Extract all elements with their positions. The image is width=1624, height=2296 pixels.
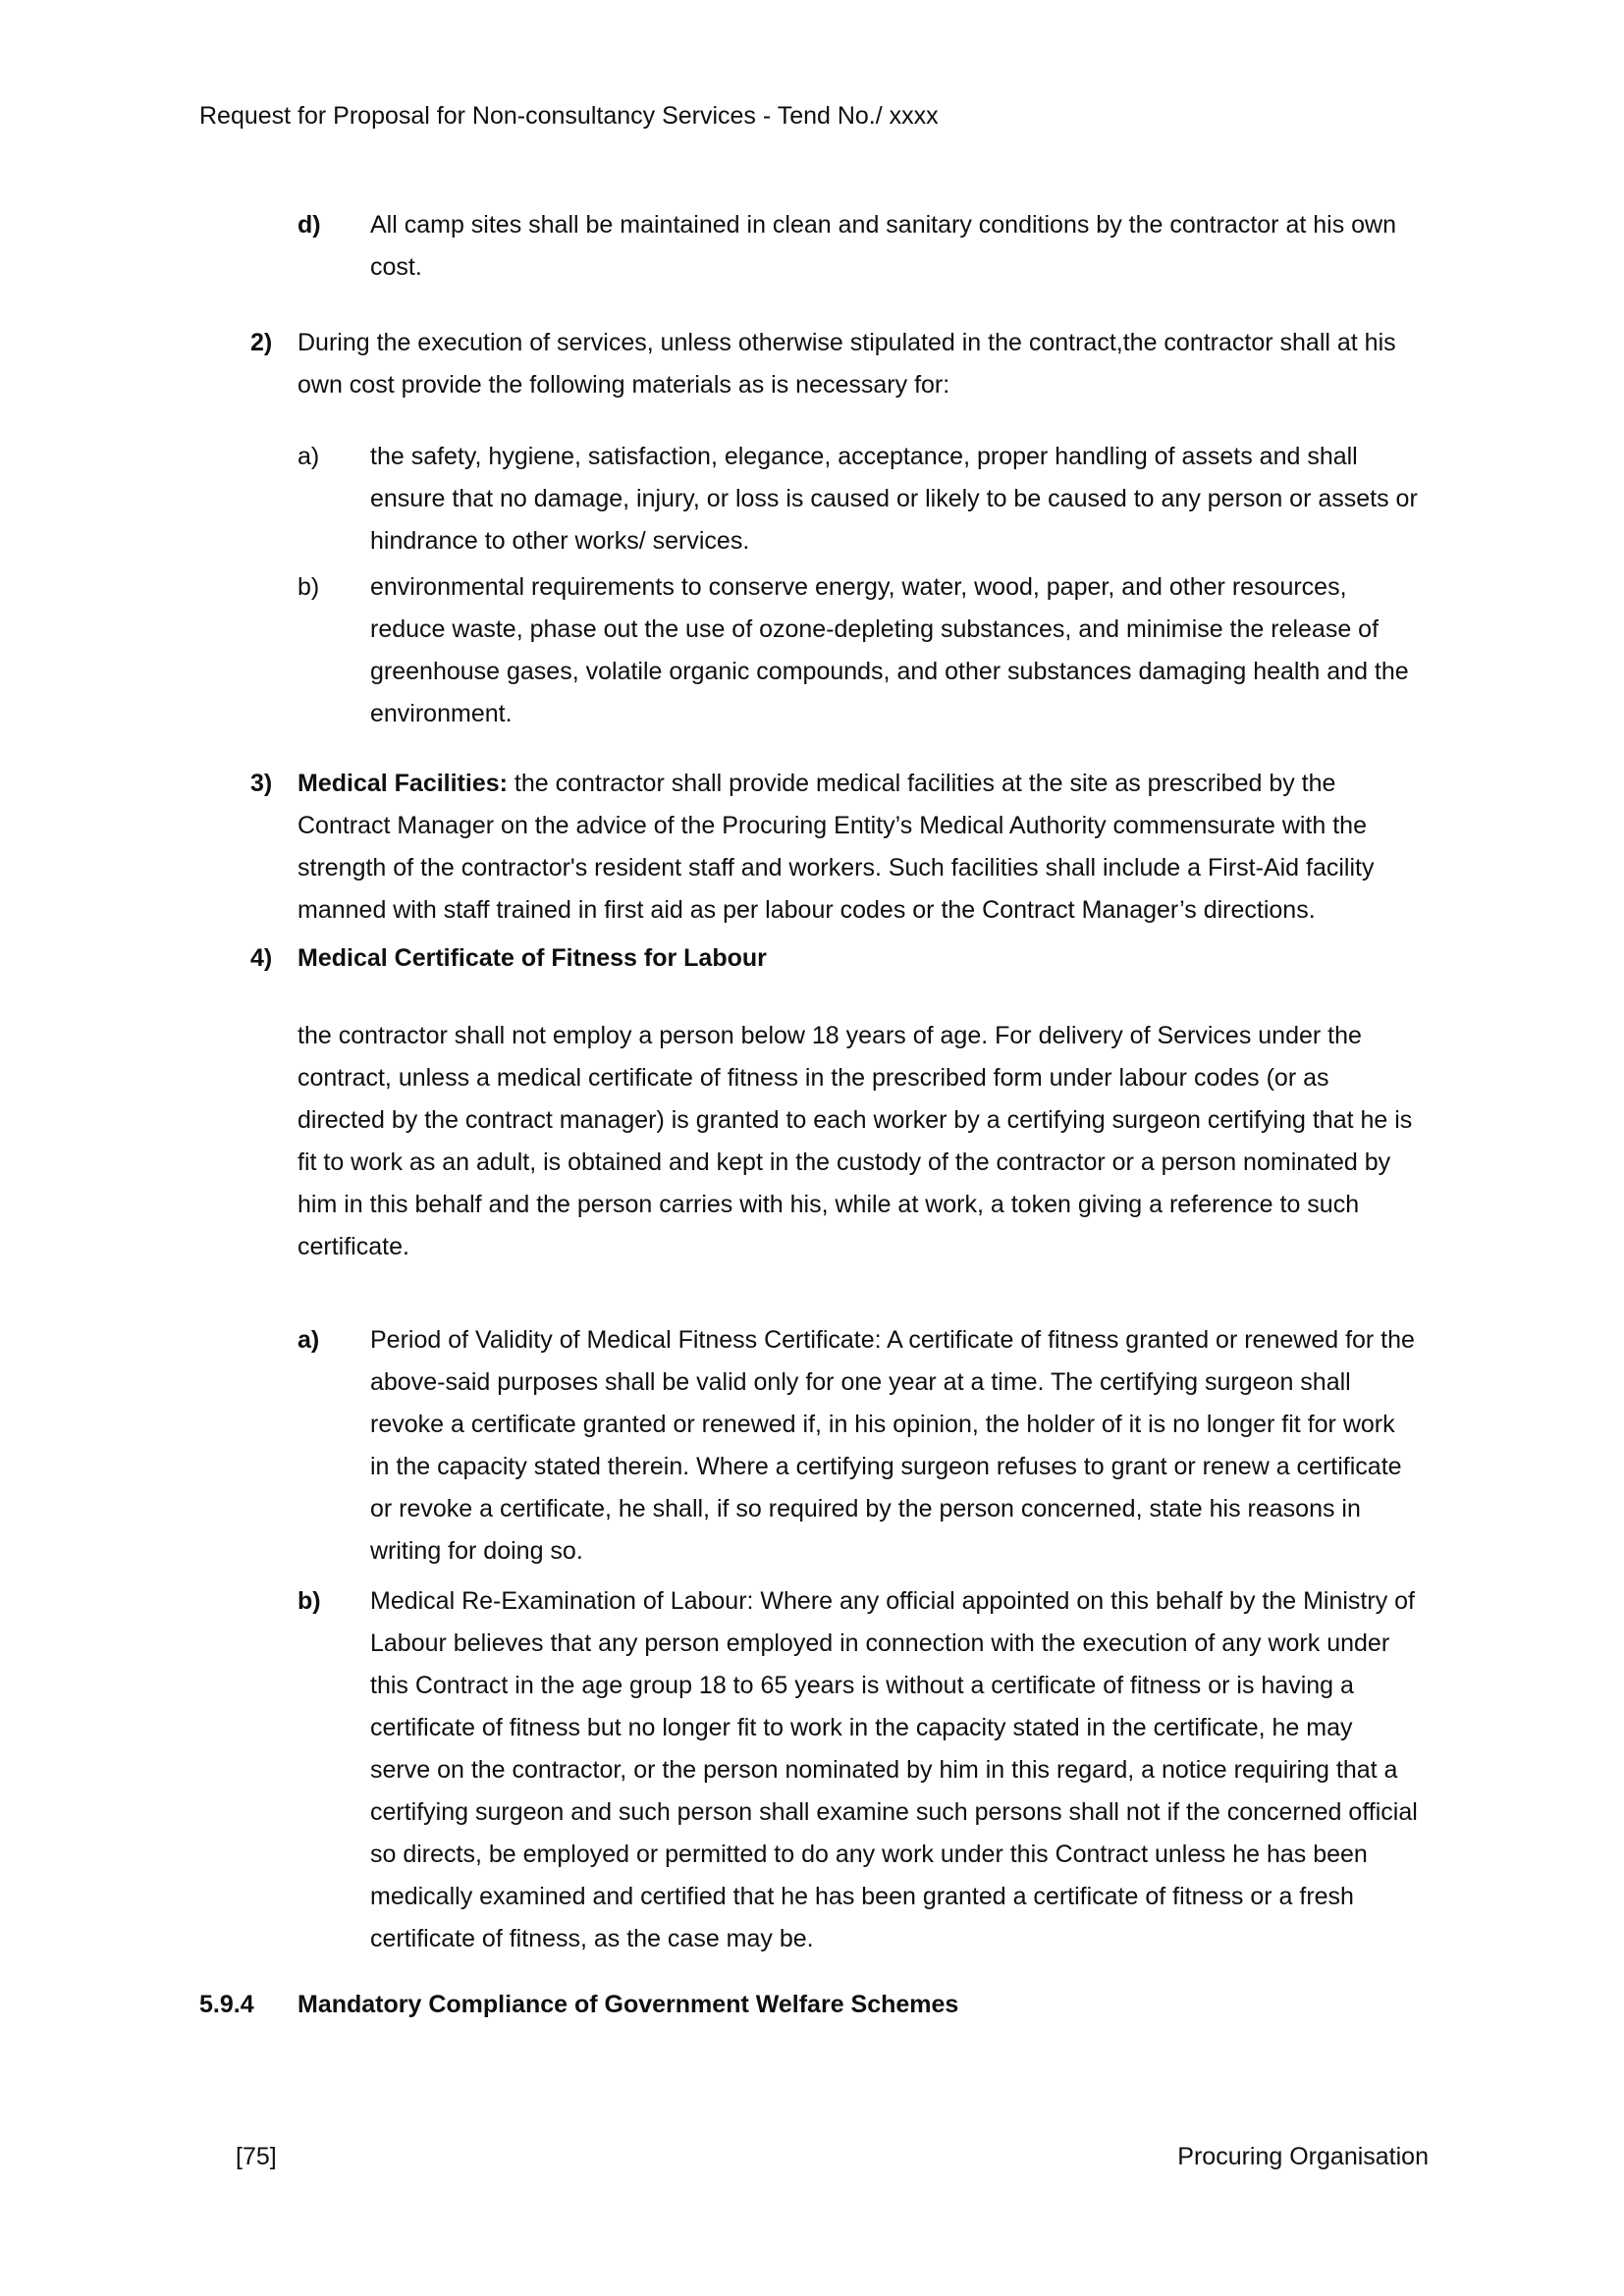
section-heading-5-9-4 xyxy=(199,1984,1624,2026)
header-title: Request for Proposal for Non-consultancy Services - Tend No./ xxxx xyxy=(199,102,939,130)
list-item-2b-text: environmental requirements to conserve energy, water, wood, paper, and other resources, reduce waste, phase out the use of ozone-depleting substances, and minimise the release of greenhouse gases, volatile organic compounds, and other substances damaging health and the environment. xyxy=(370,573,1409,727)
list-marker-4: 4) xyxy=(250,944,273,972)
list-item-4 xyxy=(250,937,1419,980)
section-number: 5.9.4 xyxy=(199,1991,254,2018)
list-item-2-text: During the execution of services, unless otherwise stipulated in the contract,the contractor shall at his own cost provide the following materials as is necessary for: xyxy=(298,329,1396,399)
list-item-4a xyxy=(298,1319,1419,1573)
page-footer xyxy=(236,2136,1429,2178)
section-title: Mandatory Compliance of Government Welfare Schemes xyxy=(298,1991,959,2018)
item-4-paragraph: the contractor shall not employ a person below 18 years of age. For delivery of Services under the contract, unless a medical certificate of fitness in the prescribed form under labour codes (or as directed by the contract manager) is granted to each worker by a certifying surgeon certifying that he is fit to work as an adult, is obtained and kept in the custody of the contractor or a person nominated by him in this behalf and the person carries with his, while at work, a token giving a reference to such certificate. xyxy=(298,1022,1413,1260)
list-item-d xyxy=(298,204,1419,289)
list-item-4-heading: Medical Certificate of Fitness for Labour xyxy=(298,944,767,972)
list-marker-2: 2) xyxy=(250,329,273,356)
list-item-4a-text: Period of Validity of Medical Fitness Certificate: A certificate of fitness granted or renewed for the above-said purposes shall be valid only for one year at a time. The certifying surgeon shall revoke a certificate granted or renewed if, in his opinion, the holder of it is no longer fit for work in the capacity stated therein. Where a certifying surgeon refuses to grant or renew a certificate or revoke a certificate, he shall, if so required by the person concerned, state his reasons in writing for doing so. xyxy=(370,1326,1415,1565)
list-item-2 xyxy=(250,322,1419,406)
list-item-3-lead: Medical Facilities: xyxy=(298,770,508,797)
list-item-4b xyxy=(298,1580,1419,1960)
list-item-3 xyxy=(250,763,1419,932)
list-marker-4a: a) xyxy=(298,1326,320,1354)
list-marker-2a: a) xyxy=(298,443,320,470)
list-marker-4b: b) xyxy=(298,1587,321,1615)
list-item-4b-text: Medical Re-Examination of Labour: Where any official appointed on this behalf by the Ministry of Labour believes that any person employed in connection with the execution of any work under this Contract in the age group 18 to 65 years is without a certificate of fitness or is having a certificate of fitness but no longer fit to work in the capacity stated in the certificate, he may serve on the contractor, or the person nominated by him in this regard, a notice requiring that a certifying surgeon and such person shall examine such persons shall not if the concerned official so directs, be employed or permitted to do any work under this Contract unless he has been medically examined and certified that he has been granted a certificate of fitness or a fresh certificate of fitness, as the case may be. xyxy=(370,1587,1418,1952)
list-item-3-body: the contractor shall provide medical facilities at the site as prescribed by the Contract Manager on the advice of the Procuring Entity’s Medical Authority commensurate with the strength of the contractor's resident staff and workers. Such facilities shall include a First-Aid facility manned with staff trained in first aid as per labour codes or the Contract Manager’s directions. xyxy=(298,770,1375,924)
page-header xyxy=(199,95,1624,137)
list-marker-2b: b) xyxy=(298,573,320,601)
list-marker-3: 3) xyxy=(250,770,273,797)
footer-organisation: Procuring Organisation xyxy=(1177,2143,1429,2170)
list-item-2a xyxy=(298,436,1419,562)
page-content xyxy=(250,204,1419,1960)
list-marker-d: d) xyxy=(298,211,321,239)
list-item-3-text xyxy=(298,763,1419,932)
list-item-2b xyxy=(298,566,1419,735)
list-item-2a-text: the safety, hygiene, satisfaction, elegance, acceptance, proper handling of assets and shall ensure that no damage, injury, or loss is caused or likely to be caused to any person or assets or hindrance to other works/ services. xyxy=(370,443,1418,555)
footer-page-number: [75] xyxy=(236,2143,277,2170)
list-item-d-text: All camp sites shall be maintained in clean and sanitary conditions by the contractor at his own cost. xyxy=(370,211,1397,281)
